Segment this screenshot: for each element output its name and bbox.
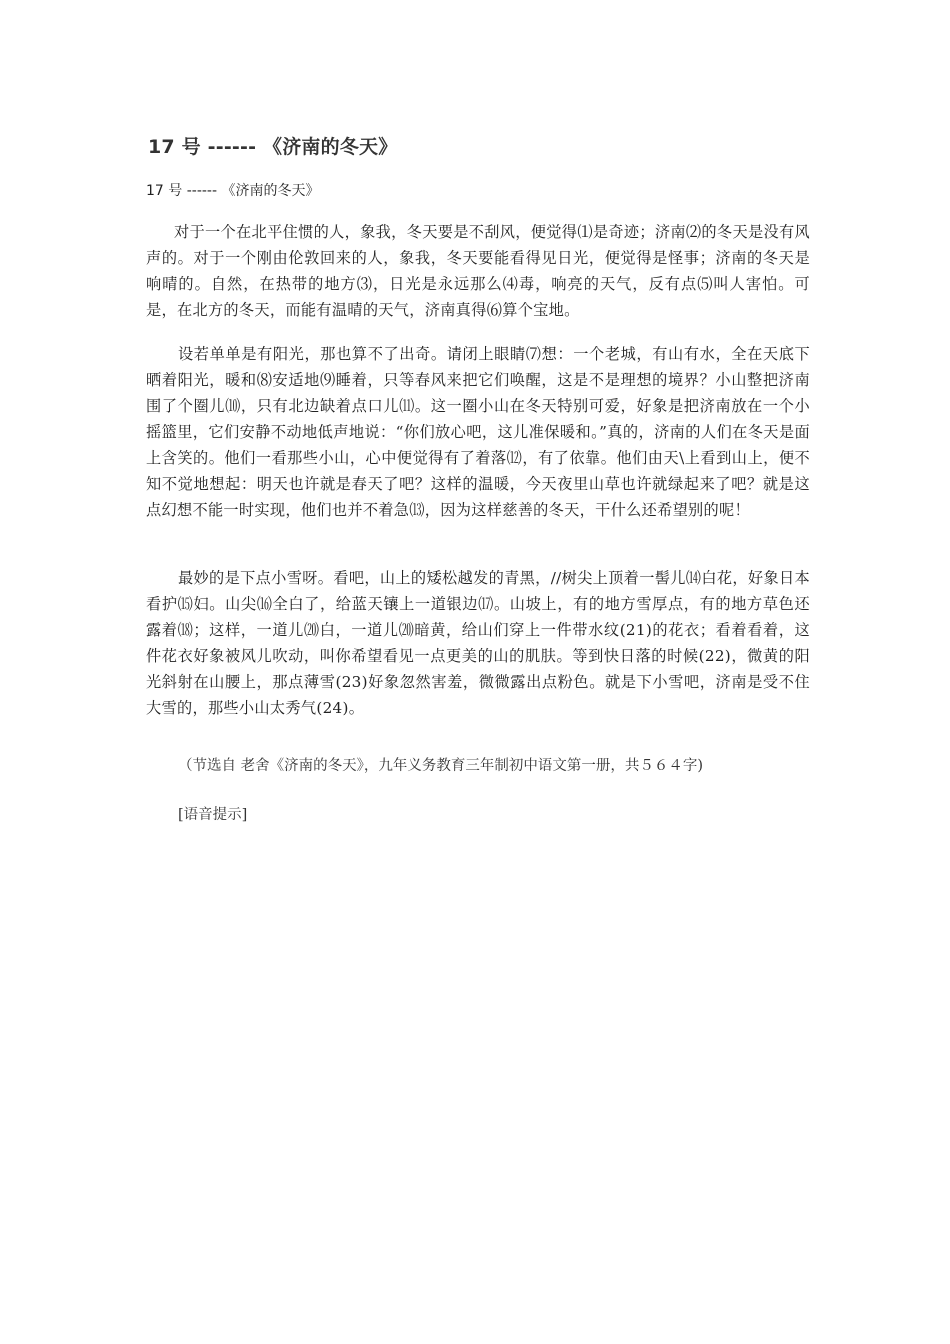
paragraph-3: 最妙的是下点小雪呀。看吧，山上的矮松越发的青黑，//树尖上顶着一髻儿⒁白花，好象日本看护⒂妇。山尖⒃全白了，给蓝天镶上一道银边⒄。山坡上，有的地方雪厚点，有的地方草色还露着⒅；这样，一道儿⒇白，一道儿⒇暗黄，给山们穿上一件带水纹(21)的花衣；看着看着，这件花衣好象被风儿吹动，叫你希望看见一点更美的山的肌肤。等到快日落的时候(22)，微黄的阳光斜射在山腰上，那点薄雪(23)好象忽然害羞，微微露出点粉色。就是下小雪吧，济南是受不住大雪的，那些小山太秀气(24)。 [146,569,810,718]
pronunciation-hint-label: [语音提示] [178,807,248,823]
article-heading: 17 号 ------ 《济南的冬天》 [148,136,398,158]
paragraph-2: 设若单单是有阳光，那也算不了出奇。请闭上眼睛⑺想：一个老城，有山有水，全在天底下晒着阳光，暖和⑻安适地⑼睡着，只等春风来把它们唤醒，这是不是理想的境界？小山整把济南围了个圈儿⑽，只有北边缺着点口儿⑾。这一圈小山在冬天特别可爱，好象是把济南放在一个小摇篮里，它们安静不动地低声地说：“你们放心吧，这儿准保暖和。”真的，济南的人们在冬天是面上含笑的。他们一看那些小山，心中便觉得有了着落⑿，有了依靠。他们由天\上看到山上，便不知不觉地想起：明天也许就是春天了吧？这样的温暖，今天夜里山草也许就绿起来了吧？就是这点幻想不能一时实现，他们也并不着急⒀，因为这样慈善的冬天，干什么还希望别的呢！ [146,345,810,520]
source-citation: （节选自 老舍《济南的冬天》，九年义务教育三年制初中语文第一册，共５６４字) [178,758,704,774]
article-subheading: 17 号 ------ 《济南的冬天》 [146,183,320,199]
paragraph-1: 对于一个在北平住惯的人，象我，冬天要是不刮风，便觉得⑴是奇迹；济南⑵的冬天是没有风声的。对于一个刚由伦敦回来的人，象我，冬天要能看得见日光，便觉得是怪事；济南的冬天是响晴的。自然，在热带的地方⑶，日光是永远那么⑷毒，响亮的天气，反有点⑸叫人害怕。可是，在北方的冬天，而能有温晴的天气，济南真得⑹算个宝地。 [146,223,810,320]
